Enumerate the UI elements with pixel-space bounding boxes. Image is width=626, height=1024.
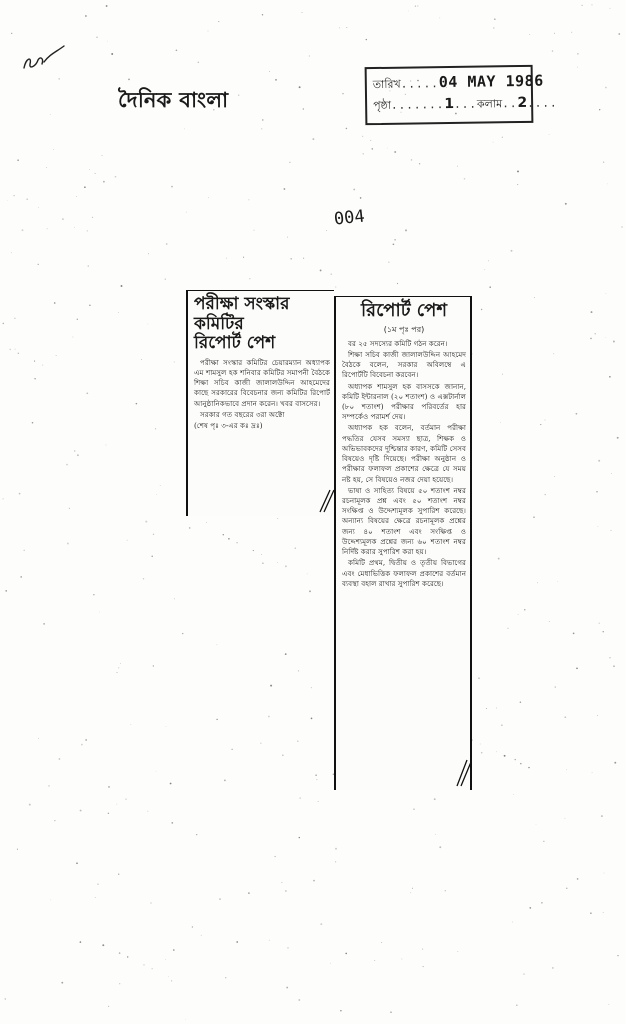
- headline-line: পরীক্ষা সংস্কার: [194, 294, 290, 314]
- handwritten-initials-mark: [20, 42, 70, 76]
- article-paragraph: সরকার গত বছরের ৩রা অক্টো: [200, 409, 285, 419]
- continued-from-note: (১ম পৃঃ পর): [383, 324, 425, 334]
- news-clipping-left: [186, 290, 334, 516]
- stamp-page-value: 1: [444, 95, 455, 113]
- date-page-stamp: [365, 65, 558, 125]
- article-paragraph: অধ্যাপক শামসুল হক বাসসকে জানান, কমিটি ইন্টারনাল (২০ শতাংশ) ও এক্সটার্নাল (৮০ শতাংশ) পরীক্ষার পরিবর্তের হার সম্পর্কেও পরামর্শ দেয়।: [342, 381, 466, 422]
- stamp-page-row: পৃষ্ঠা ....... 1 ... কলাম .. 2 ....: [373, 95, 525, 120]
- archive-page-number: 004: [333, 206, 366, 230]
- clipping-left-headline: [194, 295, 330, 354]
- news-clipping-right: [334, 296, 472, 790]
- stamp-page-label: পৃষ্ঠা: [373, 98, 392, 113]
- article-paragraph: পরীক্ষা সংস্কার কমিটির চেয়ারম্যান অধ্যাপক এম শামসুল হক শনিবার কমিটির সমাপনী বৈঠকে শিক্ষা সচিব কাজী জালালউদ্দিন আহমেদের কাছে সরকারের বিবেচনার জন্য কমিটির রিপোর্ট আনুষ্ঠানিকভাবে প্রদান করেন। খবর বাসসের।: [194, 357, 330, 408]
- article-paragraph: বর ২৫ সদস্যের কমিটি গঠন করেন।: [348, 338, 448, 348]
- headline-line: কমিটির: [194, 313, 244, 334]
- article-paragraph: কমিটি প্রথম, দ্বিতীয় ও তৃতীয় বিভাগের এবং মেধাভিত্তিক ফলাফল প্রকাশের বর্তমান ব্যবস্থা বহাল রাখার সুপারিশ করেছে।: [342, 558, 466, 588]
- stamp-date-value: 04 MAY 1986: [438, 71, 544, 92]
- clipping-right-headline: রিপোর্ট পেশ: [361, 300, 447, 321]
- stamp-column-value: 2: [517, 94, 528, 112]
- article-paragraph: অধ্যাপক হক বলেন, বর্তমান পরীক্ষা পদ্ধতির যেসব সমস্যা ছাত্র, শিক্ষক ও অভিভাবকদের দুশ্চিন্তার কারণ, কমিটি সেসব বিষয়েও দৃষ্টি দিয়েছে। পরীক্ষা অনুষ্ঠান ও পরীক্ষার ফলাফল প্রকাশের ক্ষেত্রে যে সময় নষ্ট হয়, সে বিষয়েও নজর দেয়া হয়েছে।: [342, 423, 466, 484]
- stamp-date-label: তারিখ: [372, 77, 401, 92]
- stamp-column-label: কলাম: [476, 97, 503, 111]
- margin-slash-marks: [316, 488, 336, 514]
- article-paragraph: শিক্ষা সচিব কাজী জালালউদ্দিন আহমেদ বৈঠকে বলেন, সরকার অবিলম্বে এ রিপোর্টটি বিবেচনা করবেন।: [342, 349, 466, 380]
- stamp-date-row: তারিখ ..... 04 MAY 1986: [373, 72, 525, 97]
- headline-line: রিপোর্ট পেশ: [194, 333, 276, 354]
- newspaper-name: দৈনিক বাংলা: [118, 88, 229, 112]
- continued-to-note: (শেষ পৃঃ ৩-এর কঃ দ্রঃ): [194, 420, 263, 430]
- article-paragraph: ভাষা ও সাহিত্য বিষয়ে ৫০ শতাংশ নম্বর রচনামূলক প্রশ্ন এবং ৫০ শতাংশ নম্বর সংক্ষিপ্ত ও উদ্দেশ্যমূলক সুপারিশ করেছে। অন্যান্য বিষয়ের ক্ষেত্রে রচনামূলক প্রশ্নের জন্য ৪০ শতাংশ এবং সংক্ষিপ্ত ও উদ্দেশ্যমূলক প্রশ্নের জন্য ৬০ শতাংশ নম্বর নির্দিষ্ট করার সুপারিশ করা হয়।: [342, 485, 466, 557]
- margin-slash-marks: [454, 758, 472, 788]
